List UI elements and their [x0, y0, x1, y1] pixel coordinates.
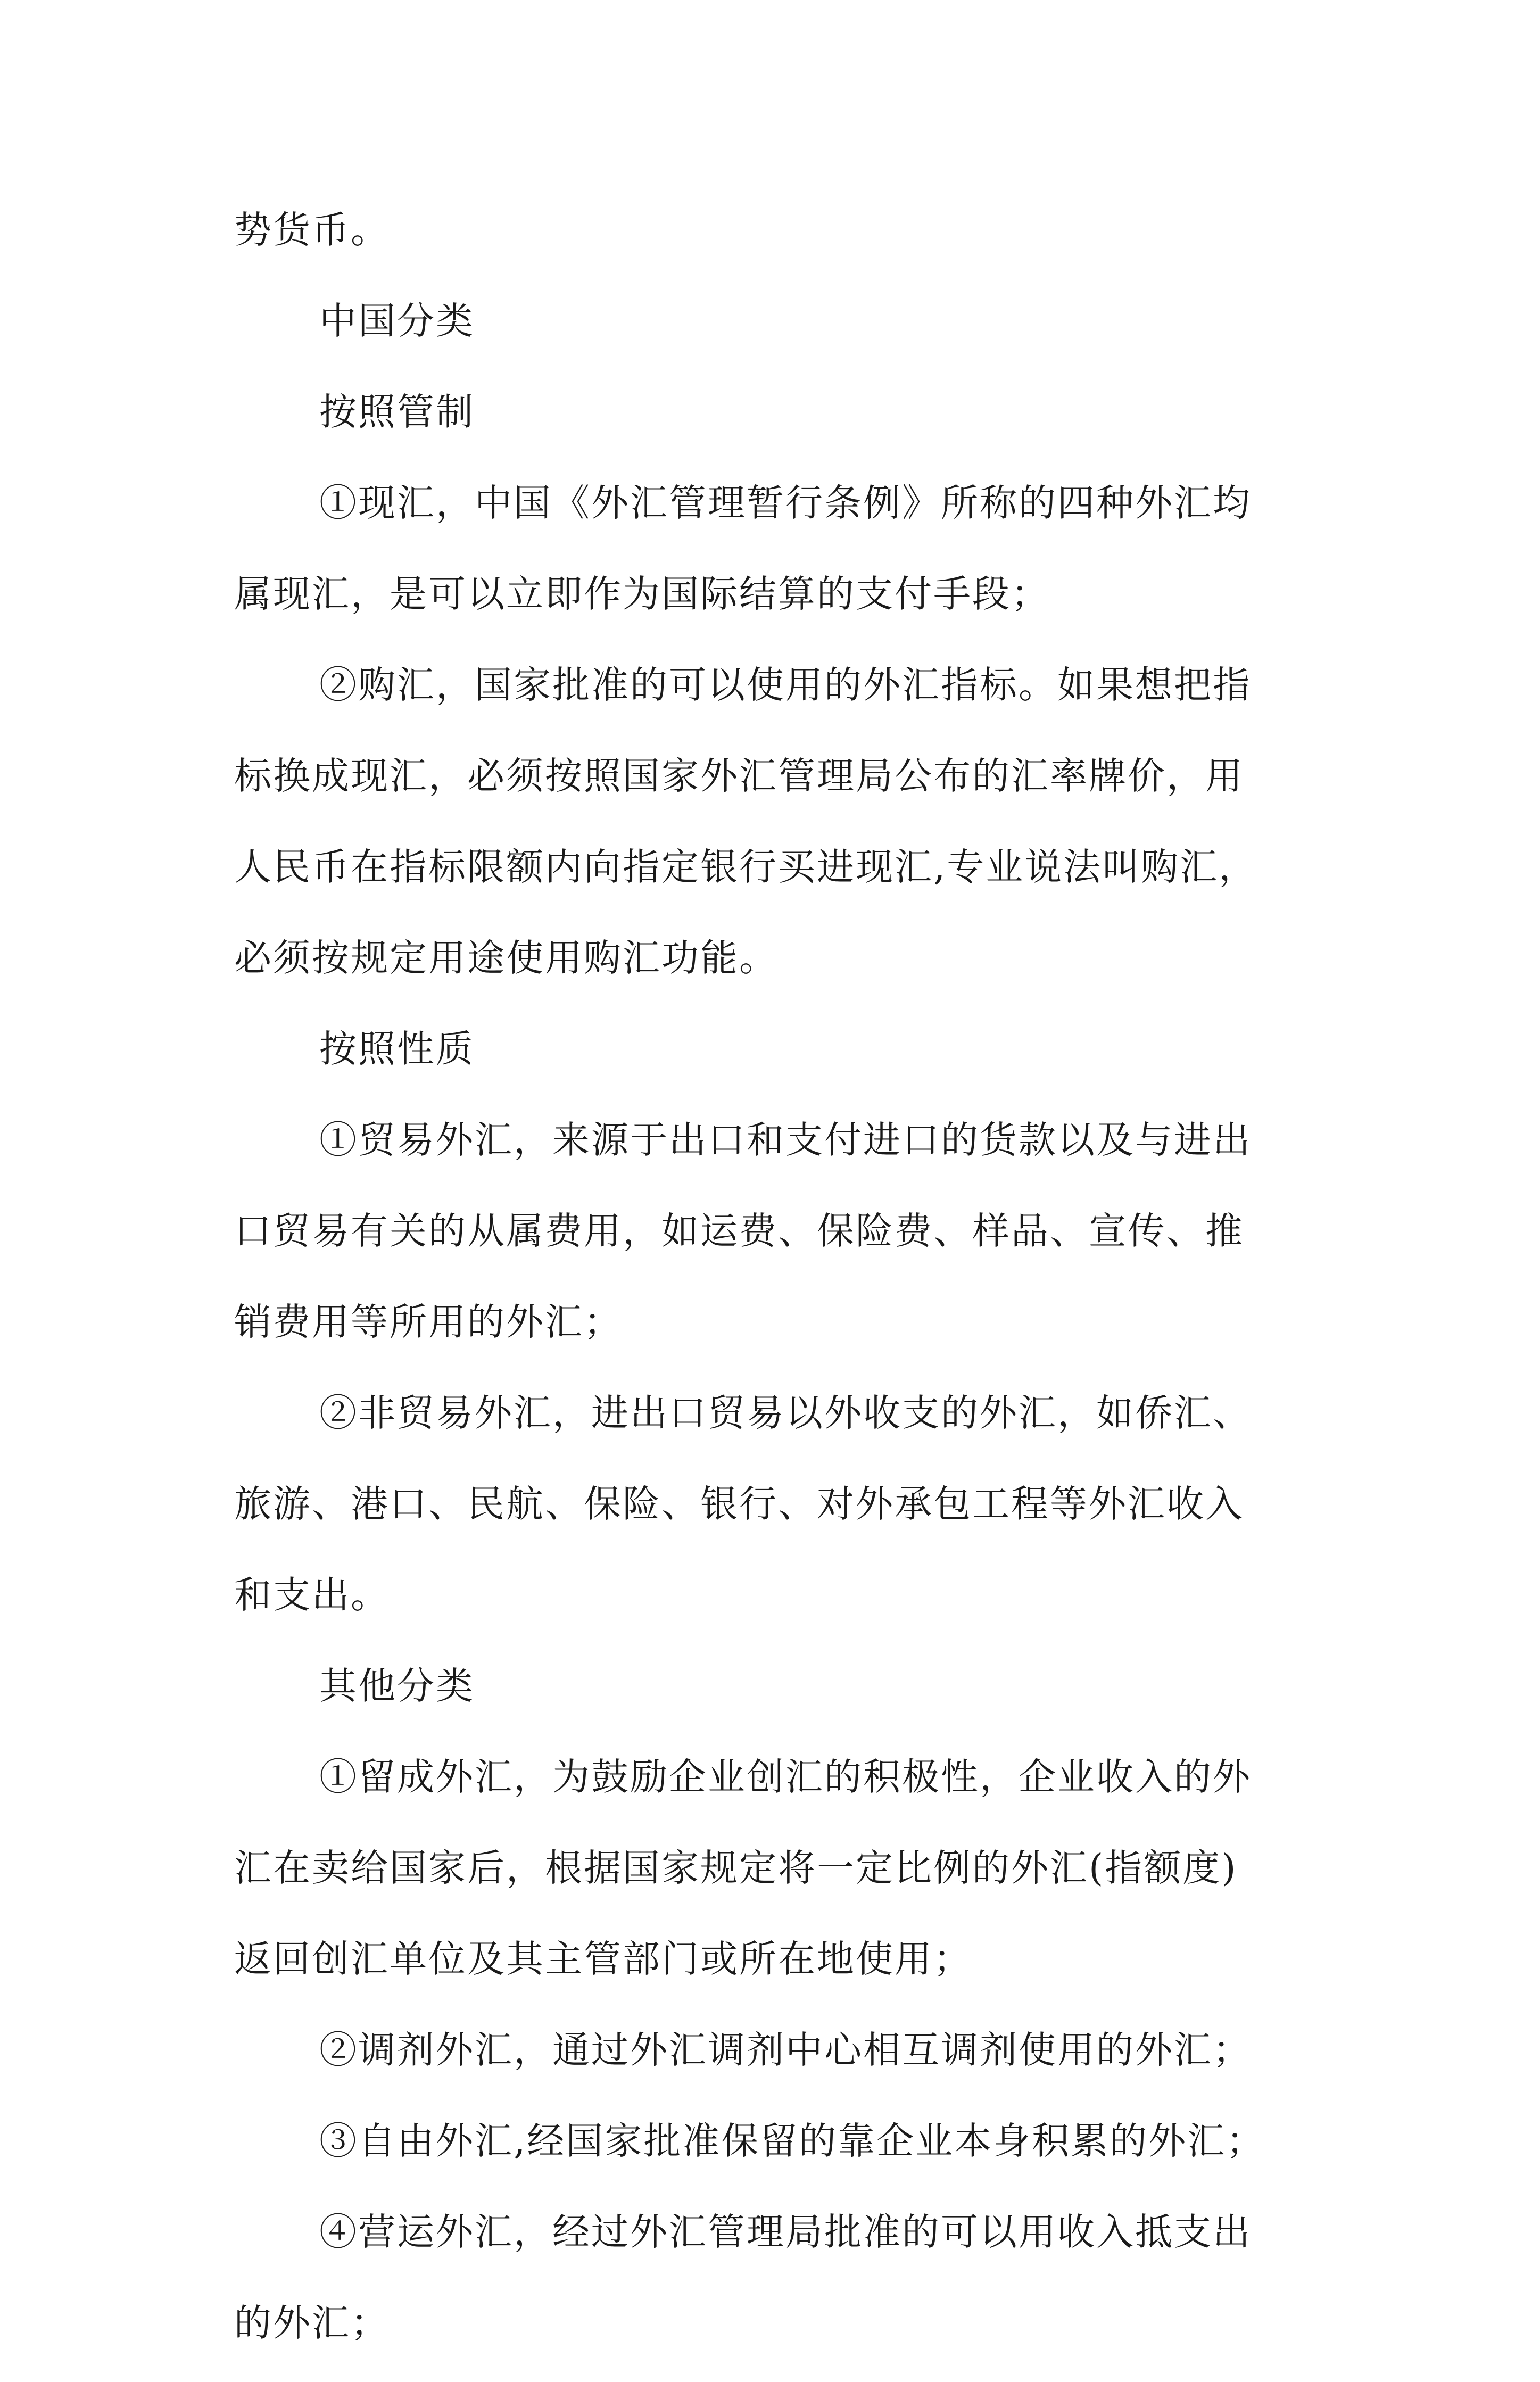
text-line: 属现汇，是可以立即作为国际结算的支付手段； [234, 572, 1050, 616]
document-body [234, 198, 1325, 2382]
section-heading: 中国分类 [319, 299, 475, 343]
text-line: 返回创汇单位及其主管部门或所在地使用； [234, 1937, 972, 1981]
text-line: ②非贸易外汇，进出口贸易以外收支的外汇，如侨汇、 [319, 1391, 1252, 1435]
text-line: ②购汇，国家批准的可以使用的外汇指标。如果想把指 [319, 663, 1252, 707]
text-line: 旅游、港口、民航、保险、银行、对外承包工程等外汇收入 [234, 1482, 1244, 1526]
text-line: ①现汇，中国《外汇管理暂行条例》所称的四种外汇均 [319, 481, 1252, 525]
text-line: ④营运外汇，经过外汇管理局批准的可以用收入抵支出 [319, 2210, 1252, 2254]
text-line: 人民币在指标限额内向指定银行买进现汇,专业说法叫购汇， [234, 845, 1258, 889]
subsection-heading: 按照性质 [319, 1027, 475, 1071]
text-line: 销费用等所用的外汇； [234, 1300, 623, 1344]
text-line: 汇在卖给国家后，根据国家规定将一定比例的外汇(指额度) [234, 1846, 1238, 1890]
text-line: 口贸易有关的从属费用，如运费、保险费、样品、宣传、推 [234, 1209, 1244, 1253]
text-line: ①留成外汇，为鼓励企业创汇的积极性，企业收入的外 [319, 1755, 1252, 1799]
text-line: 势货币。 [234, 208, 390, 252]
text-line: 必须按规定用途使用购汇功能。 [234, 936, 778, 980]
text-line: ③自由外汇,经国家批准保留的靠企业本身积累的外汇； [319, 2119, 1265, 2163]
subsection-heading: 其他分类 [319, 1664, 475, 1708]
text-line: 的外汇； [234, 2301, 390, 2345]
text-line: ②调剂外汇，通过外汇调剂中心相互调剂使用的外汇； [319, 2028, 1252, 2072]
text-line: 标换成现汇，必须按照国家外汇管理局公布的汇率牌价，用 [234, 754, 1244, 798]
text-line: 和支出。 [234, 1573, 390, 1617]
subsection-heading: 按照管制 [319, 390, 475, 434]
text-line: ①贸易外汇，来源于出口和支付进口的货款以及与进出 [319, 1118, 1252, 1162]
